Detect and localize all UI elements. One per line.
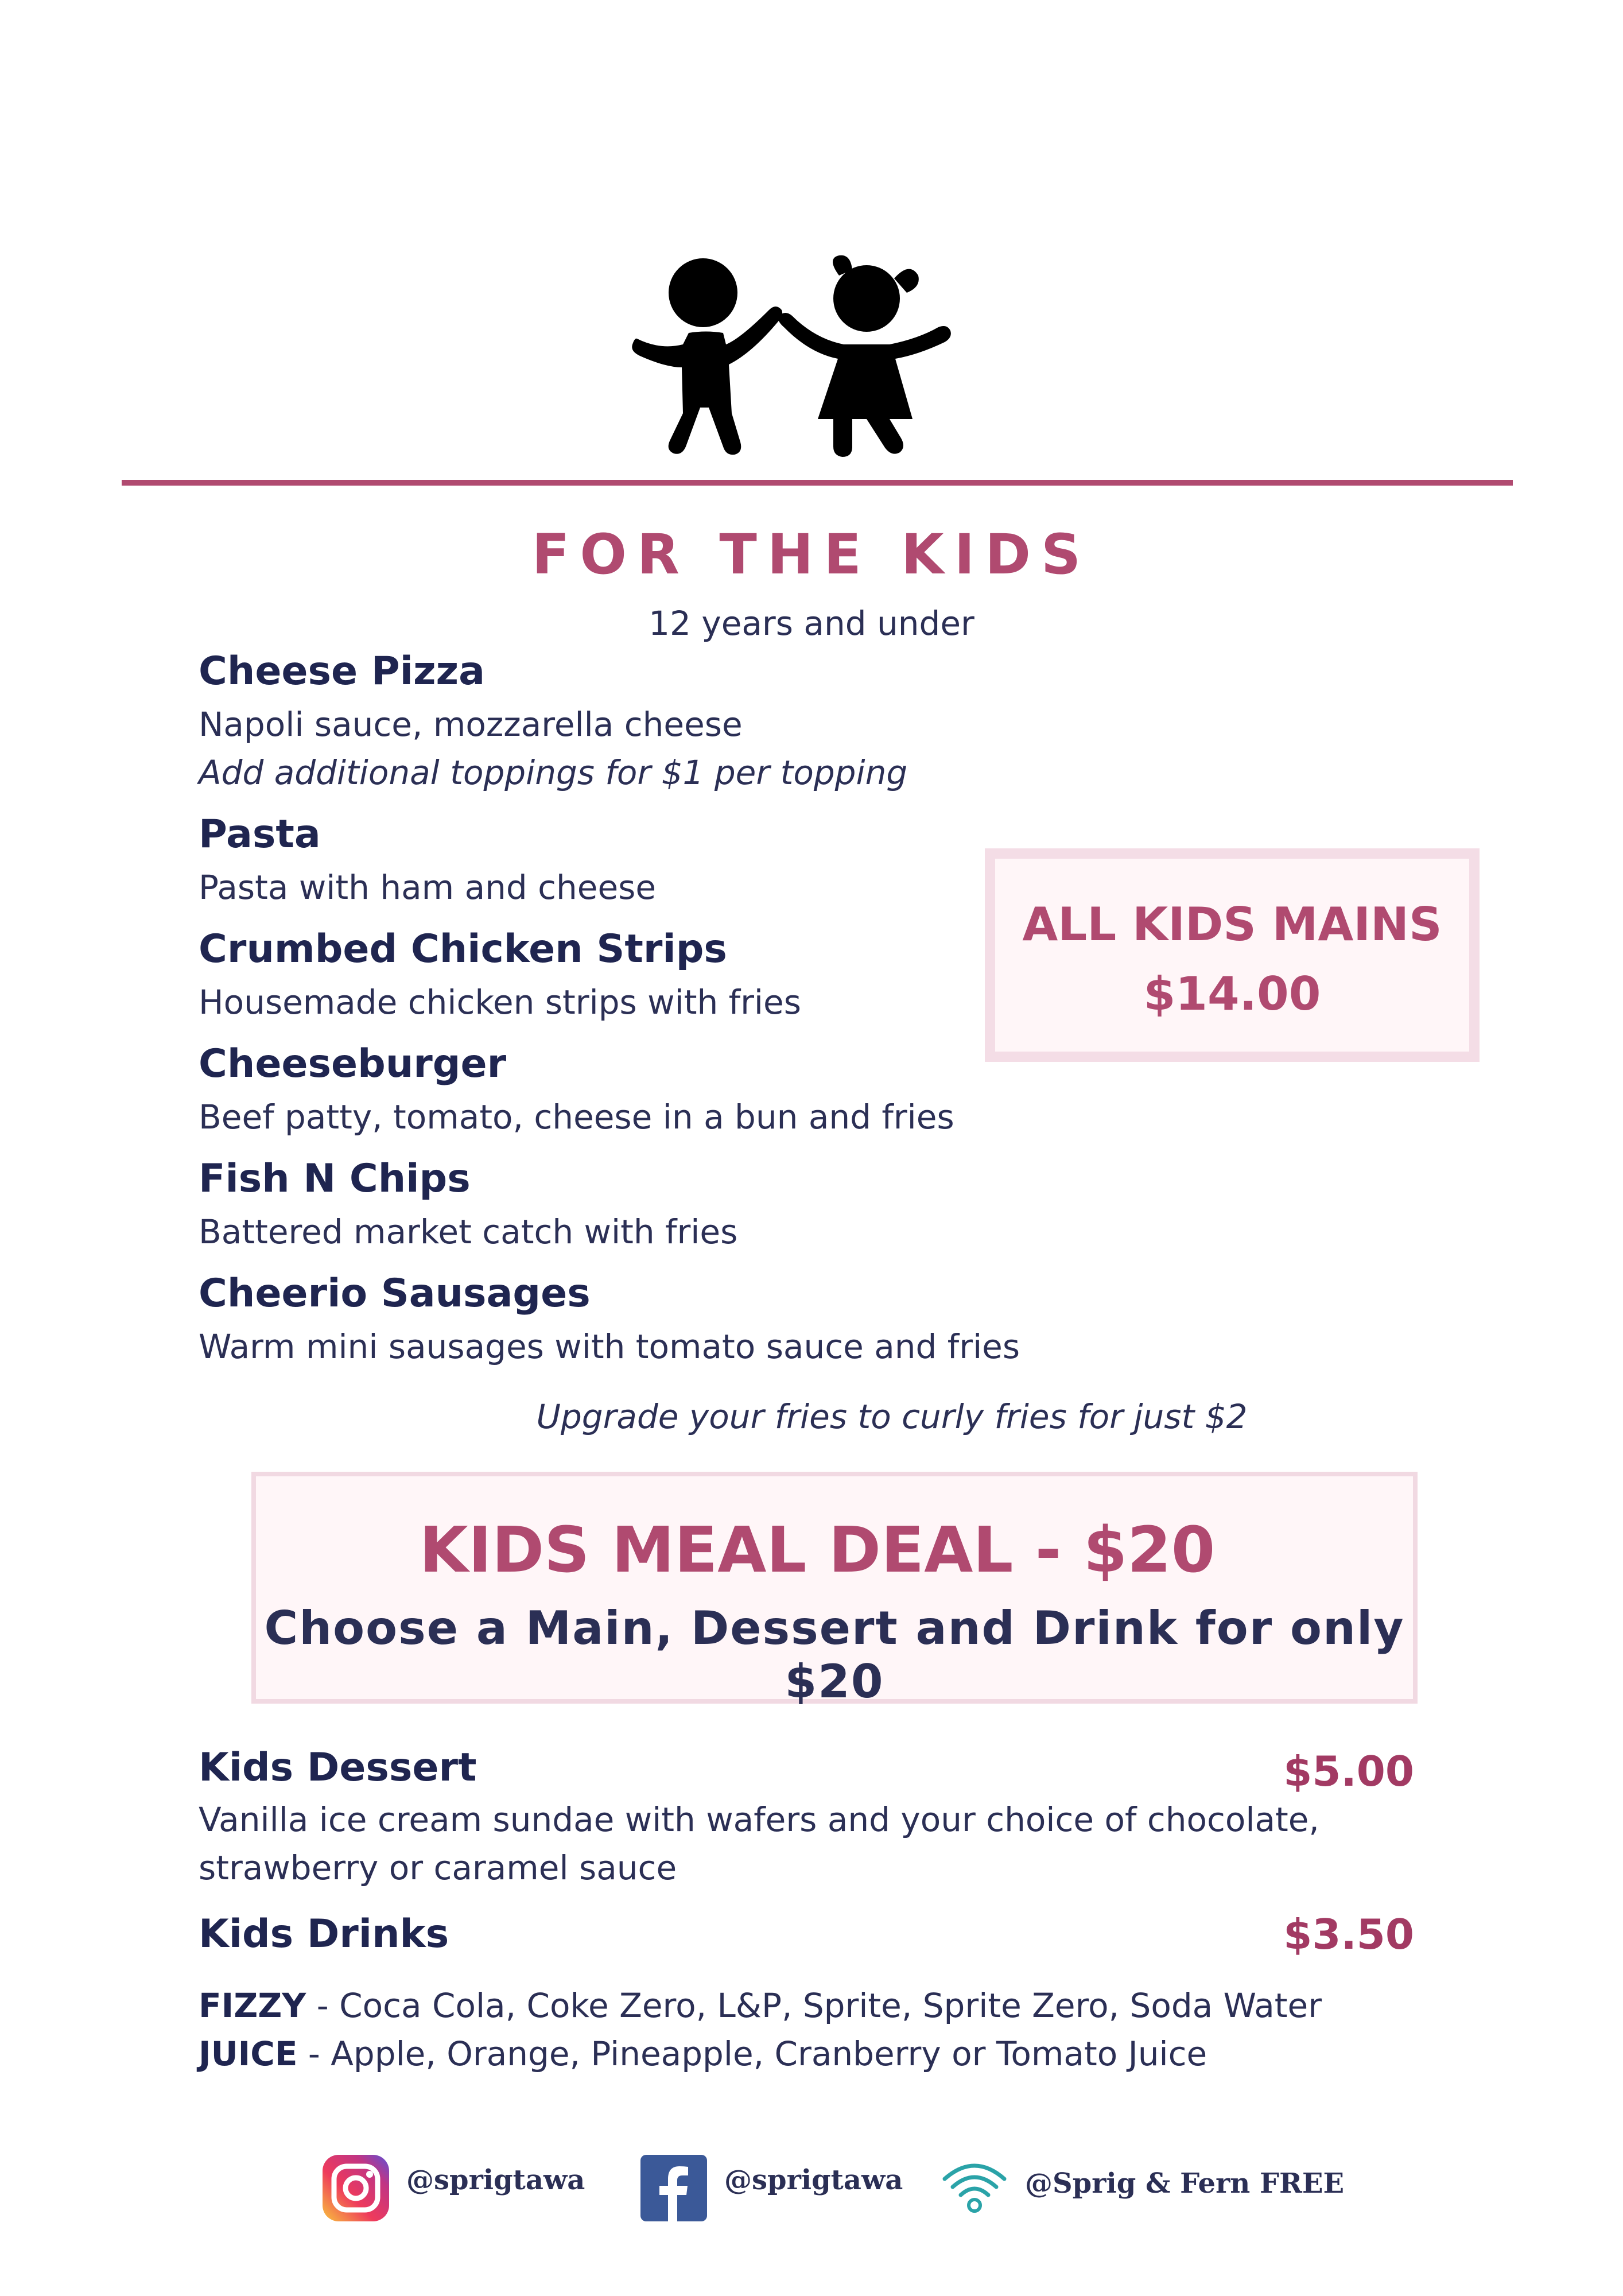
mains-price: $14.00 xyxy=(1143,967,1321,1021)
kids-icon xyxy=(626,253,958,459)
dessert-description: strawberry or caramel sauce xyxy=(199,1848,677,1887)
menu-item-description: Beef patty, tomato, cheese in a bun and fries xyxy=(199,1097,954,1137)
header-divider xyxy=(122,480,1513,486)
menu-item-description: Napoli sauce, mozzarella cheese xyxy=(199,705,743,744)
fizzy-label: FIZZY xyxy=(199,1986,306,2025)
dessert-description: Vanilla ice cream sundae with wafers and your choice of chocolate, xyxy=(199,1800,1319,1839)
juice-label: JUICE xyxy=(199,2034,298,2073)
menu-item-name: Cheese Pizza xyxy=(199,649,486,694)
menu-item-description: Battered market catch with fries xyxy=(199,1212,738,1251)
mains-price-label: ALL KIDS MAINS xyxy=(1022,898,1442,951)
fizzy-list: - Coca Cola, Coke Zero, L&P, Sprite, Sprite Zero, Soda Water xyxy=(306,1986,1322,2025)
mains-price-box xyxy=(985,848,1480,1062)
upgrade-note: Upgrade your fries to curly fries for just $2 xyxy=(536,1397,1248,1436)
dessert-price: $5.00 xyxy=(1283,1747,1414,1795)
juice-list: - Apple, Orange, Pineapple, Cranberry or Tomato Juice xyxy=(297,2034,1207,2073)
menu-item-name: Pasta xyxy=(199,812,321,857)
menu-item-name: Cheeseburger xyxy=(199,1041,507,1087)
dessert-name: Kids Dessert xyxy=(199,1745,477,1790)
menu-item-description: Housemade chicken strips with fries xyxy=(199,983,801,1022)
menu-item-name: Crumbed Chicken Strips xyxy=(199,926,727,972)
meal-deal-subtitle: Choose a Main, Dessert and Drink for only $20 xyxy=(264,1601,1405,1708)
facebook-icon[interactable] xyxy=(640,2155,707,2221)
facebook-handle[interactable]: @sprigtawa xyxy=(724,2164,903,2196)
instagram-icon[interactable] xyxy=(323,2155,389,2221)
page-title: FOR THE KIDS xyxy=(531,522,1092,587)
drinks-name: Kids Drinks xyxy=(199,1911,449,1957)
wifi-icon xyxy=(939,2149,1010,2220)
drinks-price: $3.50 xyxy=(1283,1910,1414,1958)
menu-item-description: Warm mini sausages with tomato sauce and fries xyxy=(199,1327,1020,1366)
menu-item-name: Cheerio Sausages xyxy=(199,1271,591,1316)
juice-drinks-line xyxy=(199,2034,1207,2073)
meal-deal-box xyxy=(251,1472,1418,1708)
meal-deal-title: KIDS MEAL DEAL - $20 xyxy=(419,1513,1216,1587)
menu-item-note: Add additional toppings for $1 per topping xyxy=(199,753,908,792)
wifi-text: @Sprig & Fern FREE xyxy=(1025,2167,1345,2200)
menu-item-description: Pasta with ham and cheese xyxy=(199,868,657,907)
instagram-handle[interactable]: @sprigtawa xyxy=(406,2164,585,2196)
menu-item-name: Fish N Chips xyxy=(199,1156,471,1201)
fizzy-drinks-line xyxy=(199,1986,1322,2025)
age-note: 12 years and under xyxy=(649,604,974,643)
